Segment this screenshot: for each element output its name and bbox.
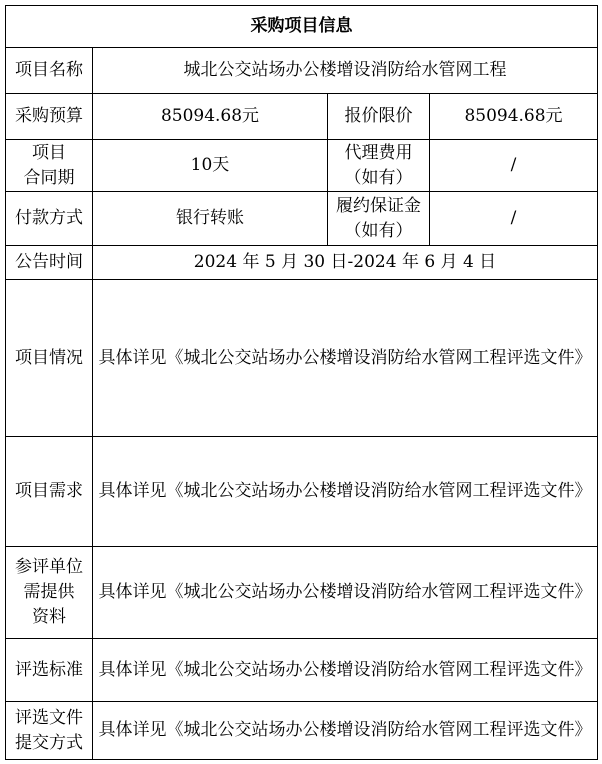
agency-fee-label	[328, 140, 430, 192]
performance-bond-label	[328, 192, 430, 246]
project-situation-label: 项目情况	[6, 280, 93, 437]
agency-fee-value: /	[430, 140, 598, 192]
criteria-row	[6, 639, 598, 702]
project-requirement-label: 项目需求	[6, 437, 93, 547]
submission-method-value: 具体详见《城北公交站场办公楼增设消防给水管网工程评选文件》	[93, 702, 598, 760]
performance-bond-label-line2: （如有）	[344, 220, 413, 241]
materials-value: 具体详见《城北公交站场办公楼增设消防给水管网工程评选文件》	[93, 547, 598, 639]
project-name-label: 项目名称	[6, 48, 93, 94]
project-name-row	[6, 48, 598, 94]
submission-row	[6, 702, 598, 760]
table-title: 采购项目信息	[6, 6, 598, 48]
submission-method-label-line1: 评选文件	[15, 707, 83, 728]
requirement-row	[6, 437, 598, 547]
evaluation-criteria-value: 具体详见《城北公交站场办公楼增设消防给水管网工程评选文件》	[93, 639, 598, 702]
contract-period-label	[6, 140, 93, 192]
agency-fee-label-line1: 代理费用	[344, 142, 413, 163]
notice-row	[6, 246, 598, 280]
budget-label: 采购预算	[6, 94, 93, 140]
budget-row	[6, 94, 598, 140]
submission-method-label	[6, 702, 93, 760]
notice-time-label: 公告时间	[6, 246, 93, 280]
title-row	[6, 6, 598, 48]
materials-label-line3: 资料	[32, 607, 66, 627]
materials-label-line1: 参评单位	[15, 557, 83, 577]
performance-bond-value: /	[430, 192, 598, 246]
agency-fee-label-line2: （如有）	[344, 167, 413, 188]
materials-label	[6, 547, 93, 639]
performance-bond-label-line1: 履约保证金	[336, 195, 421, 216]
project-situation-value: 具体详见《城北公交站场办公楼增设消防给水管网工程评选文件》	[93, 280, 598, 437]
price-limit-value: 85094.68元	[430, 94, 598, 140]
situation-row	[6, 280, 598, 437]
contract-period-label-line2: 合同期	[23, 167, 75, 188]
notice-time-value: 2024 年 5 月 30 日-2024 年 6 月 4 日	[93, 246, 598, 280]
materials-row	[6, 547, 598, 639]
project-requirement-value: 具体详见《城北公交站场办公楼增设消防给水管网工程评选文件》	[93, 437, 598, 547]
evaluation-criteria-label: 评选标准	[6, 639, 93, 702]
submission-method-label-line2: 提交方式	[15, 732, 83, 753]
payment-row	[6, 192, 598, 246]
project-name-value: 城北公交站场办公楼增设消防给水管网工程	[93, 48, 598, 94]
contract-period-label-line1: 项目	[32, 142, 66, 163]
payment-method-label: 付款方式	[6, 192, 93, 246]
budget-value: 85094.68元	[93, 94, 328, 140]
contract-period-value: 10天	[93, 140, 328, 192]
contract-row	[6, 140, 598, 192]
payment-method-value: 银行转账	[93, 192, 328, 246]
materials-label-line2: 需提供	[23, 582, 75, 602]
price-limit-label: 报价限价	[328, 94, 430, 140]
procurement-info-table	[5, 5, 598, 760]
